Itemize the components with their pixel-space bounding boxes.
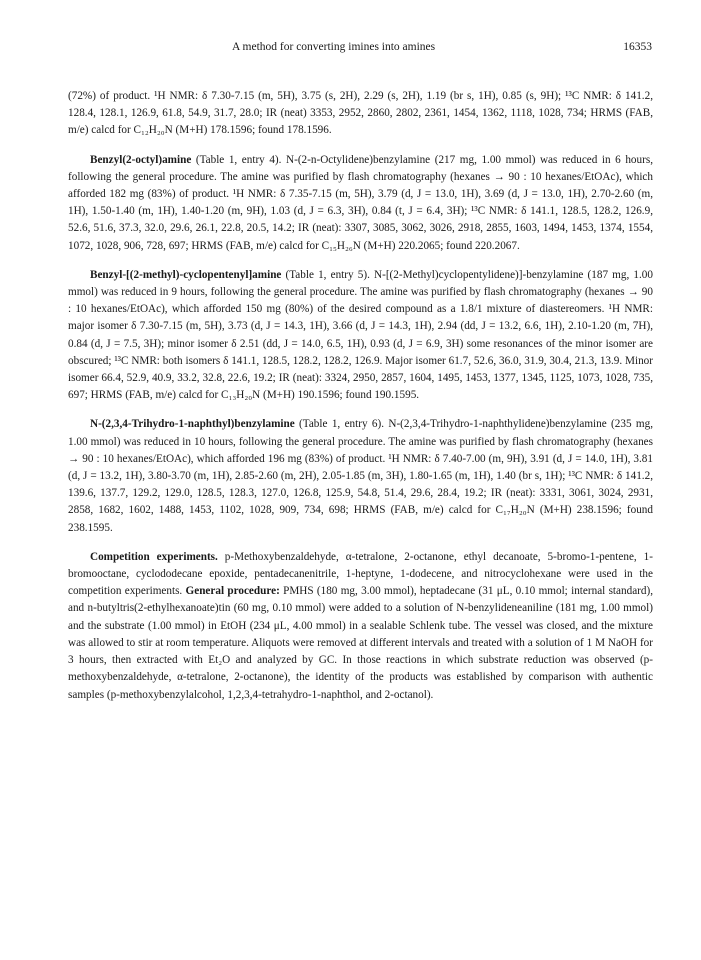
compound-heading: Benzyl(2-octyl)amine bbox=[90, 153, 192, 166]
paragraph-benzyl-2-octylamine bbox=[68, 152, 653, 255]
running-header bbox=[232, 41, 652, 57]
section-heading: Competition experiments. bbox=[90, 550, 218, 563]
paragraph-text: (Table 1, entry 6). N-(2,3,4-Trihydro-1-naphthylidene)benzylamine (235 mg, 1.00 mmol) was reduced in 10 hours, following the general procedure. The amine was purified by flash chromatography (hexanes → 90 : 10 hexanes/EtOAc), which afforded 196 mg (83%) of product. ¹H NMR: δ 7.40-7.00 (m, 9H), 3.91 (d, J = 14.0, 1H), 3.81 (d, J = 13.2, 1H), 3.80-3.70 (m, 1H), 2.85-2.60 (m, 2H), 2.05-1.85 (m, 3H), 1.80-1.65 (m, 1H), 1.40 (br s, 1H); ¹³C NMR: δ 141.2, 139.6, 137.7, 129.2, 129.0, 128.5, 128.3, 127.0, 126.8, 125.9, 54.8, 51.4, 29.6, 28.4, 19.2; IR (neat): 3331, 3061, 3024, 2931, 2858, 1682, 1602, 1488, 1453, 1102, 1028, 909, 734, 698; HRMS (FAB, m/e) calcd for C₁₇H₂₀N (M+H) 238.1596; found 238.1595. bbox=[68, 418, 653, 534]
paragraph-competition-experiments bbox=[68, 549, 653, 704]
procedure-heading: General procedure: bbox=[185, 585, 280, 598]
paragraph-text: (72%) of product. ¹H NMR: δ 7.30-7.15 (m, 5H), 3.75 (s, 2H), 2.29 (s, 2H), 1.19 (br s, 1H), 0.85 (s, 9H); ¹³C NMR: δ 141.2, 128.4, 128.1, 126.9, 61.8, 54.9, 31.7, 28.0; IR (neat) 3353, 2952, 2860, 2802, 2361, 1454, 1362, 1118, 1028, 734; HRMS (FAB, m/e) calcd for C₁₂H₂₀N (M+H) 178.1596; found 178.1596. bbox=[68, 90, 653, 137]
paragraph-text: p-Methoxybenzaldehyde, α-tetralone, 2-octanone, ethyl decanoate, 5-bromo-1-pentene, 1-bromooctane, cyclododecane epoxide, pentadecanenitrile, 1-heptyne, 1-dodecene, and nitrocyclohexane were used in the competition experiments. bbox=[68, 550, 653, 598]
article-body bbox=[68, 88, 653, 716]
paragraph-text: (Table 1, entry 4). N-(2-n-Octylidene)benzylamine (217 mg, 1.00 mmol) was reduced in 6 hours, following the general procedure. The amine was purified by flash chromatography (hexanes → 90 : 10 hexanes/EtOAc), which afforded 182 mg (83%) of product. ¹H NMR: δ 7.35-7.15 (m, 5H), 3.79 (d, J = 13.0, 1H), 3.69 (d, J = 13.0, 1H), 2.70-2.60 (m, 1H), 1.50-1.40 (m, 1H), 1.40-1.20 (m, 9H), 1.03 (d, J = 6.3, 3H), 0.84 (t, J = 6.4, 3H); ¹³C NMR: δ 141.1, 128.5, 128.2, 126.9, 52.6, 51.6, 37.3, 32.0, 29.6, 26.1, 22.8, 20.5, 14.2; IR (neat): 3307, 3085, 3062, 3026, 2918, 2855, 1603, 1494, 1453, 1374, 1554, 1072, 1028, 906, 728, 697; HRMS (FAB, m/e) calcd for C₁₅H₂₆N (M+H) 220.2065; found 220.2067. bbox=[68, 153, 653, 252]
paragraph-text: (Table 1, entry 5). N-[(2-Methyl)cyclopentylidene)]-benzylamine (187 mg, 1.00 mmol) was reduced in 9 hours, following the general procedure. The amine was purified by flash chromatography (hexanes → 90 : 10 hexanes/EtOAc), which afforded 150 mg (80%) of the desired compound as a 1.8/1 mixture of diastereomers. ¹H NMR: major isomer δ 7.30-7.15 (m, 5H), 3.73 (d, J = 14.3, 1H), 3.66 (d, J = 14.3, 1H), 2.94 (dd, J = 13.2, 6.6, 1H), 2.10-1.20 (m, 7H), 0.84 (d, J = 7.5, 3H); minor isomer δ 2.51 (dd, J = 14.0, 6.5, 1H), 0.93 (d, J = 6.9, 3H) some resonances of the minor isomer are obscured; ¹³C NMR: both isomers δ 141.1, 128.5, 128.2, 128.2, 126.9. Major isomer 61.7, 52.6, 36.0, 31.9, 30.4, 21.3, 13.9. Minor isomer 66.4, 52.9, 40.9, 33.2, 32.8, 22.6, 19.2; IR (neat): 3324, 2950, 2857, 1604, 1495, 1453, 1377, 1345, 1125, 1073, 1028, 735, 697; HRMS (FAB, m/e) calcd for C₁₃H₂₀N (M+H) 190.1596; found 190.1595. bbox=[68, 268, 653, 402]
page-number: 16353 bbox=[623, 41, 652, 53]
compound-heading: N-(2,3,4-Trihydro-1-naphthyl)benzylamine bbox=[90, 418, 295, 431]
paragraph-text: PMHS (180 mg, 3.00 mmol), heptadecane (31 μL, 0.10 mmol; internal standard), and n-butyltris(2-ethylhexanoate)tin (60 mg, 0.10 mmol) were added to a solution of N-benzylideneaniline (181 mg, 1.00 mmol) and the substrate (1.00 mmol) in EtOH (234 μL, 4.00 mmol) in a sealable Schlenk tube. The vessel was closed, and the mixture was allowed to stir at room temperature. Aliquots were removed at different intervals and treated with a solution of 1 M NaOH for 3 hours, then extracted with Et₂O and analyzed by GC. In those reactions in which substrate reduction was observed (p-methoxybenzaldehyde, α-tetralone, 2-octanone), the identity of the products was established by comparison with authentic samples (p-methoxybenzylalcohol, 1,2,3,4-tetrahydro-1-naphthol, and 2-octanol). bbox=[68, 585, 654, 701]
paragraph-methylcyclopentenylamine bbox=[68, 267, 653, 405]
paragraph-trihydronaphthylbenzylamine bbox=[68, 416, 653, 536]
paragraph-continued-data bbox=[68, 88, 653, 140]
running-title: A method for converting imines into amines bbox=[232, 41, 436, 53]
compound-heading: Benzyl-[(2-methyl)-cyclopentenyl]amine bbox=[90, 268, 282, 281]
